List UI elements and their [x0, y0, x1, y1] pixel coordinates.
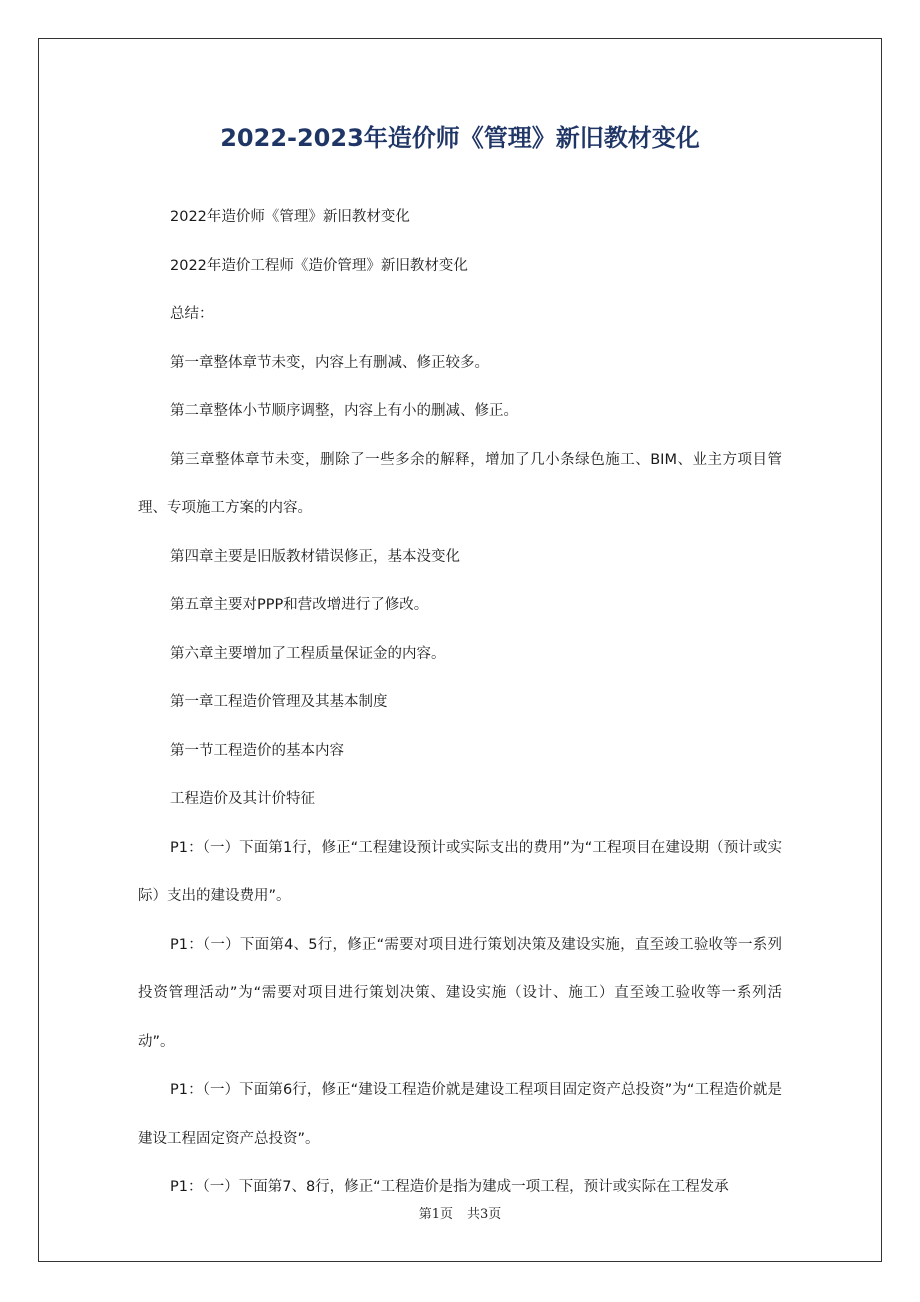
- document-title: 2022-2023年造价师《管理》新旧教材变化: [220, 124, 700, 152]
- paragraph: 工程造价及其计价特征: [170, 791, 315, 807]
- paragraph: 2022年造价工程师《造价管理》新旧教材变化: [170, 257, 468, 274]
- paragraph: 总结：: [170, 306, 214, 322]
- paragraph: 第一节工程造价的基本内容: [170, 742, 344, 759]
- paragraph: 第四章主要是旧版教材错误修正，基本没变化: [170, 548, 460, 565]
- page-total: 共3页: [467, 1207, 502, 1222]
- paragraph: 第一章整体章节未变，内容上有删减、修正较多。: [170, 354, 489, 371]
- paragraph: P1：（一）下面第6行，修正“建设工程造价就是建设工程项目固定资产总投资”为“工程造价就是建设工程固定资产总投资”。: [138, 1082, 782, 1147]
- paragraph: P1：（一）下面第1行，修正“工程建设预计或实际支出的费用”为“工程项目在建设期（预计或实际）支出的建设费用”。: [138, 839, 782, 904]
- paragraph: P1：（一）下面第7、8行，修正“工程造价是指为建成一项工程，预计或实际在工程发承: [170, 1179, 729, 1195]
- paragraph: 第六章主要增加了工程质量保证金的内容。: [170, 645, 446, 662]
- paragraph: 第二章整体小节顺序调整，内容上有小的删减、修正。: [170, 403, 518, 419]
- document-body: [138, 193, 782, 1212]
- paragraph: 第五章主要对PPP和营改增进行了修改。: [170, 597, 429, 613]
- paragraph: 第三章整体章节未变，删除了一些多余的解释，增加了几小条绿色施工、BIM、业主方项目管理、专项施工方案的内容。: [138, 451, 782, 516]
- paragraph: 2022年造价师《管理》新旧教材变化: [170, 209, 410, 225]
- page-number: 第1页: [418, 1207, 453, 1222]
- paragraph: 第一章工程造价管理及其基本制度: [170, 694, 388, 710]
- paragraph: P1：（一）下面第4、5行，修正“需要对项目进行策划决策及建设实施，直至竣工验收等一系列投资管理活动”为“需要对项目进行策划决策、建设实施（设计、施工）直至竣工验收等一系列活动”。: [138, 936, 782, 1050]
- page-footer: [0, 1205, 920, 1225]
